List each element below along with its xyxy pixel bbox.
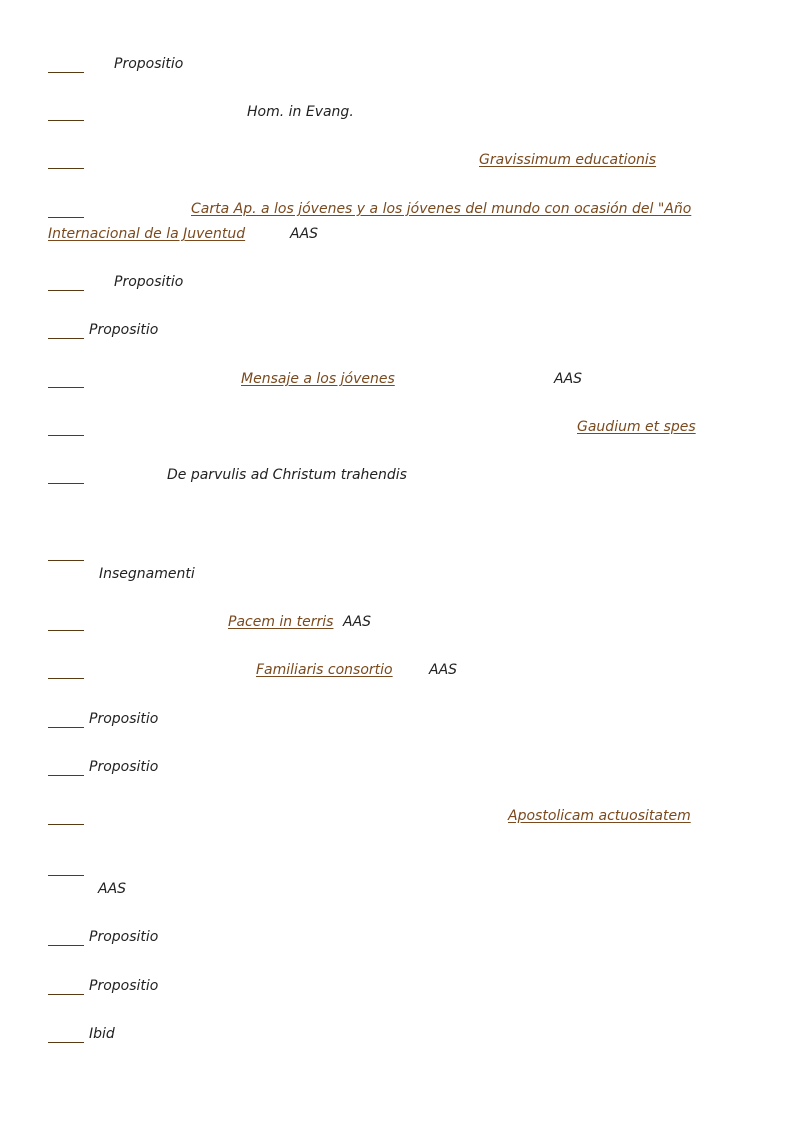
footnote-number-blank [48,978,84,995]
footnote-item [0,759,793,783]
footnote-item [0,1026,793,1050]
footnote-number-blank [48,711,84,728]
footnote-item [0,419,793,443]
citation-text: AAS [429,662,458,678]
footnote-item [0,614,793,638]
footnote-number-blank [48,274,84,291]
footnote-item [0,467,793,491]
footnote-number-blank [48,759,84,776]
citation-text: AAS [98,881,127,897]
footnote-item [0,152,793,176]
footnote-number-blank [48,201,84,218]
citation-text: De parvulis ad Christum trahendis [167,467,407,483]
citation-link[interactable]: Gravissimum educationis [479,152,657,168]
citation-text: AAS [554,371,583,387]
footnote-item [0,662,793,686]
citation-text: Propositio [89,978,159,994]
citation-link[interactable]: Gaudium et spes [577,419,696,435]
footnote-item [0,371,793,395]
footnote-item [0,322,793,346]
footnote-item [0,56,793,80]
footnote-number-blank [48,322,84,339]
footnote-number-blank [48,614,84,631]
footnote-item [0,274,793,298]
footnote-item [0,201,793,242]
footnote-item [0,808,793,832]
footnote-number-blank [48,152,84,169]
citation-link[interactable]: Carta Ap. a los jóvenes y a los jóvenes del mundo con ocasión del "Año [191,201,692,217]
footnote-number-blank [48,859,84,876]
citation-text: Propositio [89,929,159,945]
footnote-number-blank [48,544,84,561]
footnote-item [0,929,793,953]
citation-link[interactable]: Pacem in terris [228,614,334,630]
citation-text: Propositio [89,322,159,338]
citation-link[interactable]: Apostolicam actuositatem [508,808,691,824]
footnote-number-blank [48,56,84,73]
footnote-item [0,711,793,735]
citation-text: AAS [290,226,319,242]
citation-text: AAS [343,614,372,630]
citation-text: Propositio [114,274,184,290]
footnote-number-blank [48,467,84,484]
citation-link[interactable]: Familiaris consortio [256,662,393,678]
footnote-item [0,104,793,128]
footnote-item [0,859,793,897]
footnote-number-blank [48,1026,84,1043]
citation-text: Propositio [114,56,184,72]
citation-text: Propositio [89,711,159,727]
footnote-number-blank [48,104,84,121]
footnote-number-blank [48,371,84,388]
footnote-number-blank [48,662,84,679]
citation-text: Hom. in Evang. [247,104,354,120]
footnote-item [0,544,793,582]
footnote-number-blank [48,808,84,825]
citation-text: Ibid [89,1026,115,1042]
footnote-item [0,978,793,1002]
footnote-number-blank [48,419,84,436]
citation-text: Propositio [89,759,159,775]
citation-text: Insegnamenti [99,566,195,582]
citation-link[interactable]: Mensaje a los jóvenes [241,371,395,387]
citation-link[interactable]: Internacional de la Juventud [48,226,246,242]
footnote-number-blank [48,929,84,946]
